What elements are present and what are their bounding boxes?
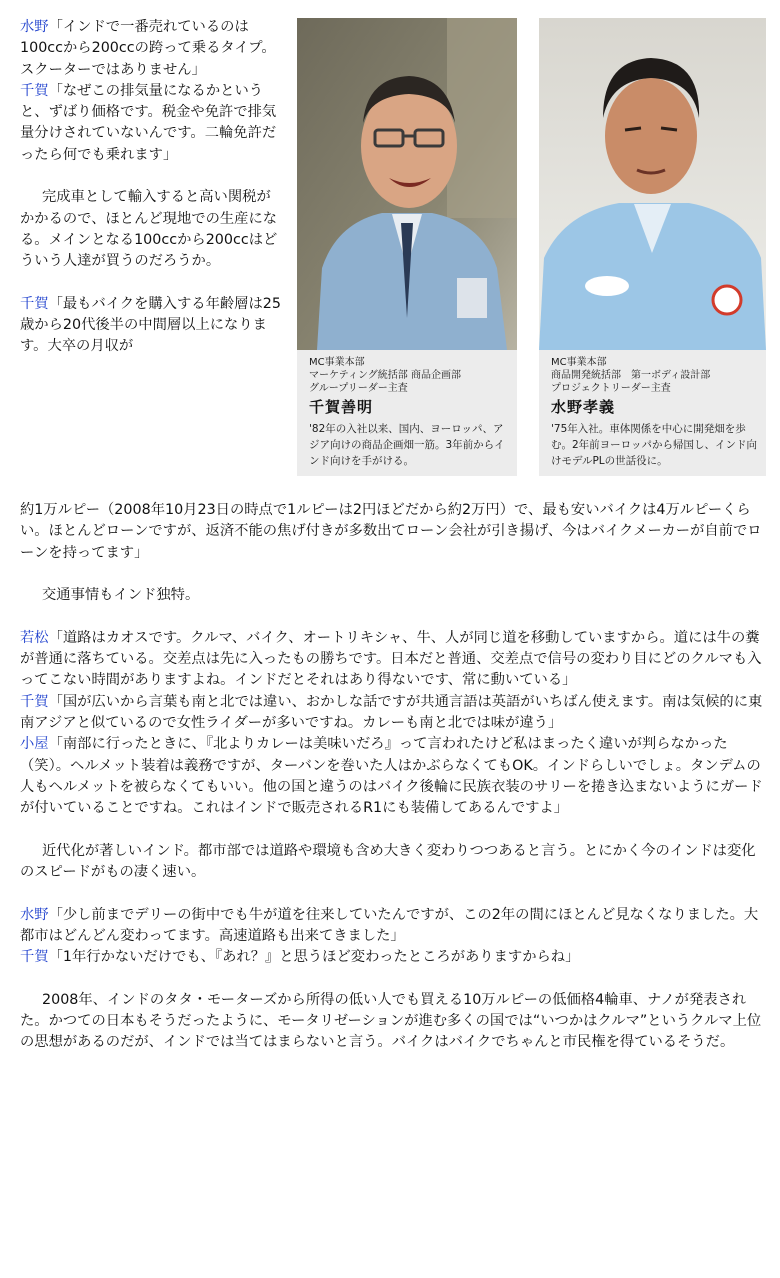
article-text-narrow <box>20 17 282 358</box>
article-text-full <box>20 500 765 1054</box>
speaker-name: 千賀 <box>20 693 49 710</box>
profile-title-line: プロジェクトリーダー主査 <box>551 383 671 394</box>
profile-bio: '75年入社。車体関係を中心に開発畑を歩む。2年前ヨーロッパから帰国し、インド向けモデルPLの世話役に。 <box>551 423 757 467</box>
profile-dept-line: 商品開発統括部 第一ボディ設計部 <box>551 370 711 381</box>
profile-caption-chiga <box>309 356 511 469</box>
profile-caption-mizuno <box>551 356 760 469</box>
dialogue-text: 「少し前までデリーの街中でも牛が道を往来していたんですが、この2年の間にほとんど見なくなりました。大都市はどんどん変わってます。高速道路も出来てきました」 <box>20 906 759 944</box>
profile-card-chiga <box>297 18 517 476</box>
dialogue-line <box>20 947 765 968</box>
dialogue-text: 「道路はカオスです。クルマ、バイク、オートリキシャ、牛、人が同じ道を移動していますから。道には牛の糞が普通に落ちている。交差点は先に入ったもの勝ちです。日本だと普通、交差点で信号の変わり目にどのクルマも入ってこない時間がありますよね。インドだとそれはあり得ないです、常に動いている」 <box>20 629 762 689</box>
narration-paragraph: 完成車として輸入すると高い関税がかかるので、ほとんど現地での生産になる。メインとなる100ccから200ccはどういう人達が買うのだろうか。 <box>20 189 278 270</box>
profile-name: 水野孝義 <box>551 398 616 416</box>
speaker-name: 小屋 <box>20 736 49 753</box>
speaker-name: 千賀 <box>20 82 49 99</box>
speaker-name: 水野 <box>20 906 49 923</box>
speaker-name: 千賀 <box>20 949 49 966</box>
profile-dept-line: マーケティング統括部 商品企画部 <box>309 370 461 381</box>
dialogue-continuation: 約1万ルピー（2008年10月23日の時点で1ルピーは2円ほどだから約2万円）で、最も安いバイクは4万ルピーくらい。ほとんどローンですが、返済不能の焦げ付きが多数出てローン会社が引き揚げ、今はバイクメーカーが自前でローンを持ってます」 <box>20 502 762 561</box>
dialogue-text: 「なぜこの排気量になるかというと、ずばり価格です。税金や免許で排気量分けされていないんです。二輪免許だったら何でも乗れます」 <box>20 82 277 163</box>
profile-bio: '82年の入社以来、国内、ヨーロッパ、アジア向けの商品企画畑一筋。3年前からインド向けを手がける。 <box>309 423 505 467</box>
dialogue-line <box>20 692 765 735</box>
speaker-name: 水野 <box>20 19 49 35</box>
dialogue-line <box>20 628 765 692</box>
profile-card-mizuno <box>539 18 766 476</box>
speaker-name: 若松 <box>20 629 49 646</box>
dialogue-line <box>20 81 282 166</box>
dialogue-text: 「国が広いから言葉も南と北では違い、おかしな話ですが共通言語は英語がいちばん使えます。南は気候的に東南アジアと似ているので女性ライダーが多いですね。カレーも南と北では味が違う」 <box>20 693 763 731</box>
profile-title-line: グループリーダー主査 <box>309 383 408 394</box>
dialogue-text: 「最もバイクを購入する年齢層は25歳から20代後半の中間層以上になります。大卒の月収が <box>20 295 281 355</box>
speaker-name: 千賀 <box>20 295 49 312</box>
interviewee-profiles <box>297 18 767 476</box>
narration-paragraph: 2008年、インドのタタ・モーターズから所得の低い人でも買える10万ルピーの低価格4輪車、ナノが発表された。かつての日本もそうだったように、モータリゼーションが進む多くの国では“いつかはクルマ”というクルマ上位の思想があるのだが、インドでは当てはまらないと言う。バイクはバイクでちゃんと市民権を得ているそうだ。 <box>20 991 762 1051</box>
portrait-photo-mizuno <box>539 18 766 350</box>
dialogue-text: 「1年行かないだけでも、『あれ？』と思うほど変わったところがありますからね」 <box>48 949 580 966</box>
dialogue-line <box>20 905 765 948</box>
narration-paragraph: 交通事情もインド独特。 <box>42 587 200 604</box>
narration-paragraph: 近代化が著しいインド。都市部では道路や環境も含め大きく変わりつつあると言う。とにかく今のインドは変化のスピードがもの凄く速い。 <box>20 842 756 881</box>
dialogue-text: 「南部に行ったときに、『北よりカレーは美味いだろ』って言われたけど私はまったく違いが判らなかった（笑）。ヘルメット装着は義務ですが、ターバンを巻いた人はかぶらなくてもOK。インドらしいでしょ。タンデムの人もヘルメットを被らなくてもいい。他の国と違うのはバイク後輪に民族衣装のサリーを捲き込まないようにガードが付いていることですね。これはインドで販売されるR1にも装備してあるんですよ」 <box>20 736 763 817</box>
portrait-photo-chiga <box>297 18 517 350</box>
dialogue-text: 「インドで一番売れているのは100ccから200ccの跨って乗るタイプ。スクーターではありません」 <box>20 19 276 78</box>
profile-name: 千賀善明 <box>309 398 374 416</box>
dialogue-line <box>20 734 765 819</box>
profile-dept-line: MC事業本部 <box>309 357 365 368</box>
dialogue-line <box>20 294 282 358</box>
dialogue-line <box>20 17 282 81</box>
profile-dept-line: MC事業本部 <box>551 357 607 368</box>
